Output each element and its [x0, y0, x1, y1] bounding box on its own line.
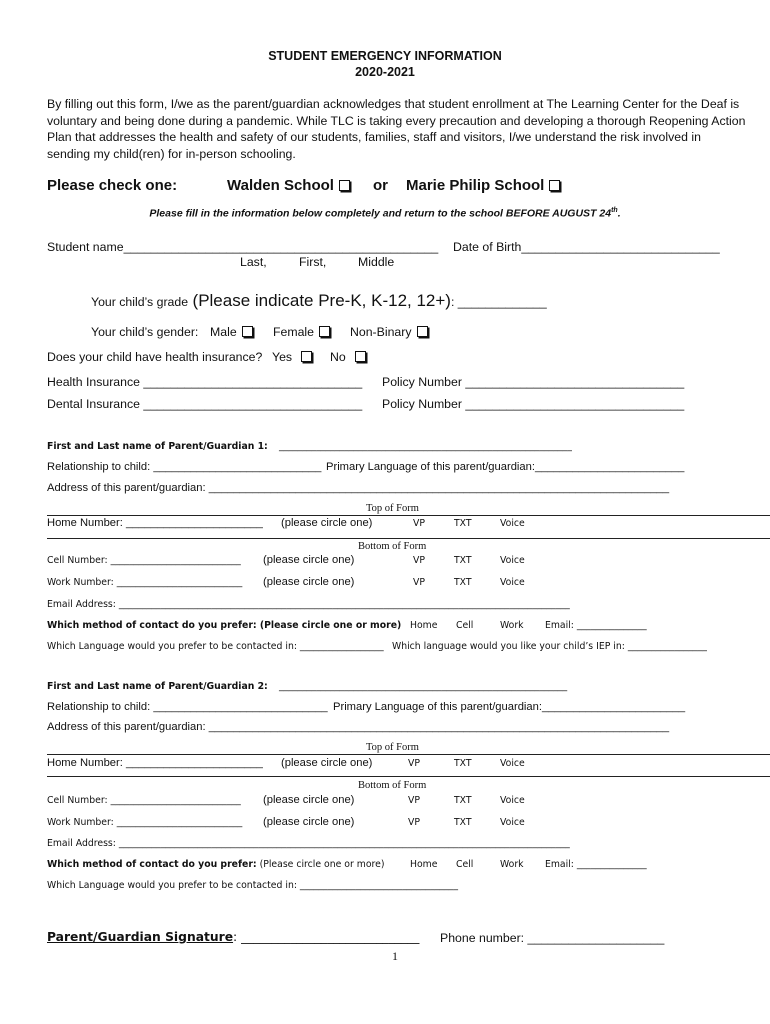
instruction-note: Please fill in the information below completely and return to the school BEFORE AUGUST 24th. [149, 207, 621, 220]
health-insurance-field[interactable]: Health Insurance ________________________________ [47, 375, 363, 389]
guardian1-cell-vp[interactable]: VP [413, 555, 425, 566]
guardian1-address-field[interactable]: Address of this parent/guardian: __________________________________________________________________________ [47, 482, 670, 494]
guardian2-work-voice[interactable]: Voice [500, 817, 525, 828]
insurance-yes[interactable]: Yes [272, 350, 312, 364]
guardian1-work-circle: (please circle one) [263, 576, 355, 588]
guardian2-language-field[interactable]: Primary Language of this parent/guardian:_______________________ [333, 701, 686, 713]
guardian2-bottom-of-form: Bottom of Form [358, 780, 427, 791]
school-year: 2020-2021 [355, 65, 415, 79]
marie-philip-checkbox[interactable] [549, 180, 560, 191]
insurance-question: Does your child have health insurance? [47, 350, 263, 364]
grade-field[interactable]: Your child’s grade (Please indicate Pre-K, K-12, 12+): _____________ [91, 291, 547, 310]
guardian1-method-home[interactable]: Home [410, 620, 438, 631]
dental-insurance-field[interactable]: Dental Insurance ________________________________ [47, 397, 363, 411]
guardian1-home-circle: (please circle one) [281, 517, 373, 529]
marie-philip-label: Marie Philip School [406, 177, 545, 194]
guardian2-bottom-rule [47, 776, 770, 777]
guardian2-language-pref[interactable]: Which Language would you prefer to be contacted in: __________________________________ [47, 880, 458, 891]
sub-middle: Middle [358, 255, 395, 269]
guardian2-work-field[interactable]: Work Number: ___________________________ [47, 817, 243, 828]
guardian2-method-email[interactable]: Email: _______________ [545, 859, 647, 870]
guardian2-top-rule [47, 754, 770, 755]
female-checkbox[interactable] [319, 326, 330, 337]
marie-philip-option[interactable] [406, 177, 560, 194]
guardian2-work-vp[interactable]: VP [408, 817, 420, 828]
guardian2-home-voice[interactable]: Voice [500, 758, 525, 769]
student-name-field[interactable]: Student name______________________________________________ [47, 240, 439, 254]
guardian2-home-circle: (please circle one) [281, 757, 373, 769]
health-policy-field[interactable]: Policy Number ________________________________ [382, 375, 685, 389]
male-checkbox[interactable] [242, 326, 253, 337]
yes-checkbox[interactable] [301, 351, 312, 362]
signature-field[interactable]: Parent/Guardian Signature: _____________________________ [47, 930, 420, 944]
sub-first: First, [299, 255, 327, 269]
guardian1-bottom-of-form: Bottom of Form [358, 541, 427, 552]
guardian1-cell-circle: (please circle one) [263, 554, 355, 566]
walden-label: Walden School [227, 177, 334, 194]
guardian2-name-field[interactable]: ______________________________________________________________ [279, 681, 568, 692]
guardian1-name-label: First and Last name of Parent/Guardian 1: [47, 441, 268, 452]
guardian1-language-field[interactable]: Primary Language of this parent/guardian:________________________ [326, 461, 685, 473]
guardian2-name-label: First and Last name of Parent/Guardian 2: [47, 681, 268, 692]
guardian2-home-vp[interactable]: VP [408, 758, 420, 769]
guardian1-method-cell[interactable]: Cell [456, 620, 474, 631]
guardian2-home-txt[interactable]: TXT [454, 758, 472, 769]
nonbinary-checkbox[interactable] [417, 326, 428, 337]
guardian1-work-voice[interactable]: Voice [500, 577, 525, 588]
guardian1-home-field[interactable]: Home Number: ______________________ [47, 517, 263, 529]
guardian1-home-txt[interactable]: TXT [454, 518, 472, 529]
guardian1-work-field[interactable]: Work Number: ___________________________ [47, 577, 243, 588]
guardian1-top-of-form: Top of Form [366, 503, 419, 514]
guardian1-name-field[interactable]: _______________________________________________________________ [279, 441, 572, 452]
guardian1-home-voice[interactable]: Voice [500, 518, 525, 529]
gender-male[interactable]: Male [210, 325, 253, 339]
gender-nonbinary[interactable]: Non-Binary [350, 325, 428, 339]
page-number: 1 [392, 949, 398, 963]
school-prompt: Please check one: [47, 177, 178, 194]
guardian1-cell-field[interactable]: Cell Number: ____________________________ [47, 555, 241, 566]
guardian1-contact-method: Which method of contact do you prefer: (Please circle one or more) [47, 620, 402, 631]
guardian2-cell-txt[interactable]: TXT [454, 795, 472, 806]
walden-checkbox[interactable] [339, 180, 350, 191]
gender-label: Your child’s gender: [91, 325, 199, 339]
guardian1-bottom-rule [47, 538, 770, 539]
guardian2-work-circle: (please circle one) [263, 816, 355, 828]
guardian1-method-work[interactable]: Work [500, 620, 524, 631]
guardian1-method-email[interactable]: Email: _______________ [545, 620, 647, 631]
sub-last: Last, [240, 255, 267, 269]
guardian1-iep-language[interactable]: Which language would you like your child’s IEP in: _________________ [392, 641, 707, 652]
phone-number-field[interactable]: Phone number: ____________________ [440, 931, 665, 945]
guardian2-cell-circle: (please circle one) [263, 794, 355, 806]
guardian1-top-rule [47, 515, 770, 516]
guardian1-work-txt[interactable]: TXT [454, 577, 472, 588]
guardian2-top-of-form: Top of Form [366, 742, 419, 753]
guardian2-cell-vp[interactable]: VP [408, 795, 420, 806]
guardian1-cell-voice[interactable]: Voice [500, 555, 525, 566]
guardian2-work-txt[interactable]: TXT [454, 817, 472, 828]
guardian2-home-field[interactable]: Home Number: ______________________ [47, 757, 263, 769]
guardian2-email-field[interactable]: Email Address: _________________________________________________________________________________________________ [47, 838, 570, 849]
guardian1-work-vp[interactable]: VP [413, 577, 425, 588]
guardian2-method-cell[interactable]: Cell [456, 859, 474, 870]
walden-option[interactable] [227, 177, 350, 194]
no-checkbox[interactable] [355, 351, 366, 362]
guardian2-contact-method: Which method of contact do you prefer: (Please circle one or more) [47, 859, 385, 870]
signature-label: Parent/Guardian Signature [47, 930, 234, 944]
guardian1-home-vp[interactable]: VP [413, 518, 425, 529]
guardian2-relationship-field[interactable]: Relationship to child: ____________________________ [47, 701, 328, 713]
dental-policy-field[interactable]: Policy Number ________________________________ [382, 397, 685, 411]
or-text: or [373, 177, 388, 194]
intro-paragraph: By filling out this form, I/we as the parent/guardian acknowledges that student enrollment at The Learning Center for the Deaf is voluntary and being done during a pandemic. While TLC is taking every precaution and developing a thorough Reopening Action Plan that addresses the health and safety of our students, families, staff and visitors, I/we understand the risk involved in sending my child(ren) for in-person schooling. [47, 97, 746, 161]
guardian1-language-pref[interactable]: Which Language would you prefer to be contacted in: __________________ [47, 641, 384, 652]
guardian2-cell-voice[interactable]: Voice [500, 795, 525, 806]
guardian2-address-field[interactable]: Address of this parent/guardian: __________________________________________________________________________ [47, 721, 670, 733]
gender-female[interactable]: Female [273, 325, 330, 339]
guardian1-relationship-field[interactable]: Relationship to child: ___________________________ [47, 461, 322, 473]
guardian2-method-home[interactable]: Home [410, 859, 438, 870]
guardian2-cell-field[interactable]: Cell Number: ____________________________ [47, 795, 241, 806]
guardian1-email-field[interactable]: Email Address: _________________________________________________________________________________________________ [47, 599, 570, 610]
form-title: STUDENT EMERGENCY INFORMATION [268, 49, 502, 63]
guardian1-cell-txt[interactable]: TXT [454, 555, 472, 566]
insurance-no[interactable]: No [330, 350, 366, 364]
dob-field[interactable]: Date of Birth_____________________________ [453, 240, 720, 254]
guardian2-method-work[interactable]: Work [500, 859, 524, 870]
